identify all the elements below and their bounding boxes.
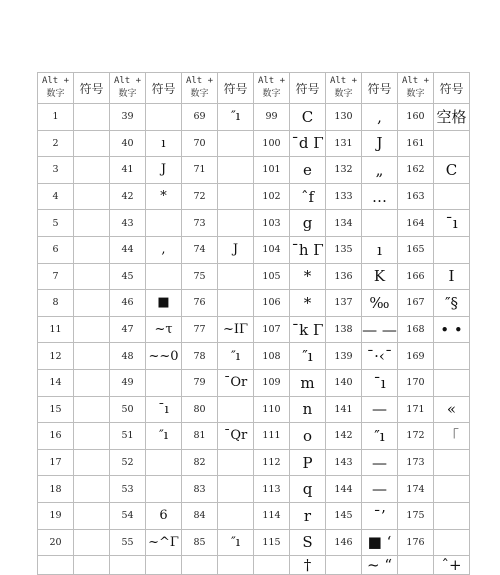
alt-code-cell: 166 [398, 263, 434, 290]
alt-code-cell: 7 [38, 263, 74, 290]
symbol-cell [146, 449, 182, 476]
table-row [38, 130, 470, 157]
alt-code-cell: 82 [182, 449, 218, 476]
alt-code-cell: 99 [254, 104, 290, 131]
alt-code-cell: 83 [182, 476, 218, 503]
symbol-cell [434, 369, 470, 396]
alt-code-cell: 76 [182, 290, 218, 317]
alt-code-cell: 113 [254, 476, 290, 503]
alt-code-cell: 143 [326, 449, 362, 476]
alt-code-cell: 53 [110, 476, 146, 503]
symbol-cell: e [290, 157, 326, 184]
alt-code-header: Alt + 数字 [110, 73, 146, 104]
symbol-cell: ‰ [362, 290, 398, 317]
symbol-cell [218, 476, 254, 503]
symbol-cell: • • [434, 316, 470, 343]
symbol-cell [74, 529, 110, 556]
table-row [38, 290, 470, 317]
alt-code-cell: 112 [254, 449, 290, 476]
table-row [38, 396, 470, 423]
alt-code-cell: 176 [398, 529, 434, 556]
alt-code-cell: 165 [398, 236, 434, 263]
symbol-cell: ■ ‘ [362, 529, 398, 556]
alt-code-cell: 54 [110, 502, 146, 529]
alt-code-cell: 114 [254, 502, 290, 529]
symbol-cell: K [362, 263, 398, 290]
symbol-cell [218, 556, 254, 575]
symbol-cell [74, 502, 110, 529]
alt-code-cell: 168 [398, 316, 434, 343]
symbol-cell [146, 369, 182, 396]
alt-code-cell: 40 [110, 130, 146, 157]
symbol-cell [74, 396, 110, 423]
alt-code-header: Alt + 数字 [398, 73, 434, 104]
alt-code-cell: 108 [254, 343, 290, 370]
alt-code-cell: 146 [326, 529, 362, 556]
alt-code-cell: 18 [38, 476, 74, 503]
alt-code-cell: 137 [326, 290, 362, 317]
symbol-cell [74, 449, 110, 476]
symbol-cell [74, 343, 110, 370]
table-row [38, 502, 470, 529]
symbol-cell: … [362, 183, 398, 210]
table-row [38, 104, 470, 131]
table-row [38, 449, 470, 476]
alt-code-cell: 52 [110, 449, 146, 476]
symbol-cell: ~τ [146, 316, 182, 343]
alt-code-cell: 173 [398, 449, 434, 476]
alt-code-cell: 104 [254, 236, 290, 263]
table-row [38, 263, 470, 290]
symbol-cell: ¯ı [434, 210, 470, 237]
alt-code-cell [254, 556, 290, 575]
symbol-cell: Ј [362, 130, 398, 157]
symbol-cell: 6 [146, 502, 182, 529]
alt-code-cell: 85 [182, 529, 218, 556]
symbol-cell: ¯Or [218, 369, 254, 396]
symbol-cell [74, 236, 110, 263]
symbol-cell [74, 316, 110, 343]
alt-code-cell: 169 [398, 343, 434, 370]
alt-code-cell: 100 [254, 130, 290, 157]
alt-code-cell: 172 [398, 423, 434, 450]
table-row [38, 476, 470, 503]
alt-code-cell: 15 [38, 396, 74, 423]
alt-code-cell: 8 [38, 290, 74, 317]
symbol-cell: J [218, 236, 254, 263]
alt-code-cell: 175 [398, 502, 434, 529]
symbol-cell: q [290, 476, 326, 503]
alt-code-cell: 141 [326, 396, 362, 423]
symbol-cell [434, 476, 470, 503]
alt-code-header: Alt + 数字 [38, 73, 74, 104]
alt-code-cell: 167 [398, 290, 434, 317]
symbol-cell: † [290, 556, 326, 575]
table-row [38, 343, 470, 370]
symbol-cell [434, 236, 470, 263]
symbol-cell: ı [362, 236, 398, 263]
symbol-header: 符号 [290, 73, 326, 104]
alt-code-cell: 174 [398, 476, 434, 503]
alt-code-cell: 162 [398, 157, 434, 184]
alt-code-cell: 49 [110, 369, 146, 396]
symbol-cell [146, 104, 182, 131]
symbol-cell [146, 263, 182, 290]
symbol-cell: ″ı [146, 423, 182, 450]
alt-code-cell: 73 [182, 210, 218, 237]
alt-code-cell: 130 [326, 104, 362, 131]
symbol-cell [218, 263, 254, 290]
symbol-cell: — — [362, 316, 398, 343]
alt-code-cell: 136 [326, 263, 362, 290]
symbol-cell [74, 556, 110, 575]
alt-code-cell: 131 [326, 130, 362, 157]
alt-code-cell: 46 [110, 290, 146, 317]
alt-code-cell: 51 [110, 423, 146, 450]
alt-code-table [37, 72, 470, 575]
alt-code-cell: 164 [398, 210, 434, 237]
alt-code-cell: 4 [38, 183, 74, 210]
alt-code-cell: 160 [398, 104, 434, 131]
symbol-cell: ~~0 [146, 343, 182, 370]
alt-code-cell: 72 [182, 183, 218, 210]
symbol-cell: C [290, 104, 326, 131]
symbol-cell: ˆf [290, 183, 326, 210]
symbol-cell [74, 157, 110, 184]
alt-code-cell: 70 [182, 130, 218, 157]
symbol-cell [74, 130, 110, 157]
symbol-cell: ¯Qr [218, 423, 254, 450]
alt-code-cell: 43 [110, 210, 146, 237]
symbol-cell: m [290, 369, 326, 396]
symbol-cell: ″ı [218, 529, 254, 556]
symbol-cell [218, 290, 254, 317]
symbol-cell [434, 529, 470, 556]
symbol-header: 符号 [146, 73, 182, 104]
alt-code-cell: 145 [326, 502, 362, 529]
alt-code-cell: 39 [110, 104, 146, 131]
symbol-cell: ″ı [290, 343, 326, 370]
alt-code-cell: 47 [110, 316, 146, 343]
symbol-cell: , [146, 236, 182, 263]
symbol-cell: ″ı [218, 104, 254, 131]
alt-code-cell: 106 [254, 290, 290, 317]
alt-code-cell [38, 556, 74, 575]
alt-code-cell: 103 [254, 210, 290, 237]
alt-code-cell: 138 [326, 316, 362, 343]
alt-code-cell: 2 [38, 130, 74, 157]
symbol-cell: ı [146, 130, 182, 157]
symbol-cell: * [146, 183, 182, 210]
alt-code-cell: 77 [182, 316, 218, 343]
symbol-cell [434, 502, 470, 529]
alt-code-cell: 105 [254, 263, 290, 290]
alt-code-cell: 171 [398, 396, 434, 423]
alt-code-cell: 170 [398, 369, 434, 396]
alt-code-cell: 111 [254, 423, 290, 450]
symbol-cell [434, 449, 470, 476]
symbol-cell: ~ “ [362, 556, 398, 575]
table-row [38, 236, 470, 263]
alt-code-sheet [37, 72, 470, 575]
symbol-cell: ~IΓ [218, 316, 254, 343]
alt-code-cell: 81 [182, 423, 218, 450]
alt-code-cell: 132 [326, 157, 362, 184]
symbol-cell [74, 263, 110, 290]
symbol-cell [218, 396, 254, 423]
alt-code-cell: 109 [254, 369, 290, 396]
alt-code-cell: 110 [254, 396, 290, 423]
alt-code-cell [326, 556, 362, 575]
alt-code-cell: 163 [398, 183, 434, 210]
symbol-cell: ¯ı [146, 396, 182, 423]
alt-code-cell: 79 [182, 369, 218, 396]
symbol-cell: 「 [434, 423, 470, 450]
alt-code-cell: 5 [38, 210, 74, 237]
alt-code-cell: 6 [38, 236, 74, 263]
symbol-cell [218, 449, 254, 476]
symbol-cell: — [362, 396, 398, 423]
alt-code-cell: 50 [110, 396, 146, 423]
table-row [38, 556, 470, 575]
symbol-cell: C [434, 157, 470, 184]
symbol-cell: g [290, 210, 326, 237]
symbol-cell: — [362, 449, 398, 476]
alt-code-cell: 44 [110, 236, 146, 263]
symbol-cell [146, 210, 182, 237]
symbol-cell: ˆ+ [434, 556, 470, 575]
alt-code-cell: 45 [110, 263, 146, 290]
alt-code-cell: 42 [110, 183, 146, 210]
alt-code-cell: 75 [182, 263, 218, 290]
symbol-cell [434, 130, 470, 157]
symbol-cell: * [290, 290, 326, 317]
symbol-cell: Ј [146, 157, 182, 184]
alt-code-cell: 80 [182, 396, 218, 423]
alt-code-cell: 19 [38, 502, 74, 529]
alt-code-cell: 144 [326, 476, 362, 503]
table-row [38, 157, 470, 184]
symbol-cell [74, 104, 110, 131]
symbol-cell [434, 183, 470, 210]
alt-code-cell: 14 [38, 369, 74, 396]
alt-code-header: Alt + 数字 [182, 73, 218, 104]
symbol-cell: ~^Γ [146, 529, 182, 556]
symbol-header: 符号 [218, 73, 254, 104]
symbol-cell: P [290, 449, 326, 476]
table-body [38, 104, 470, 575]
alt-code-cell: 133 [326, 183, 362, 210]
symbol-cell: n [290, 396, 326, 423]
symbol-cell: ″§ [434, 290, 470, 317]
alt-code-cell: 17 [38, 449, 74, 476]
alt-code-cell: 78 [182, 343, 218, 370]
alt-code-cell: 48 [110, 343, 146, 370]
alt-code-cell: 1 [38, 104, 74, 131]
alt-code-cell: 107 [254, 316, 290, 343]
alt-code-cell: 12 [38, 343, 74, 370]
symbol-cell [74, 183, 110, 210]
symbol-cell: ¯ı [362, 369, 398, 396]
symbol-cell: ¯·‹¯ [362, 343, 398, 370]
alt-code-cell: 139 [326, 343, 362, 370]
alt-code-cell: 11 [38, 316, 74, 343]
symbol-cell: S [290, 529, 326, 556]
alt-code-cell: 41 [110, 157, 146, 184]
symbol-cell: o [290, 423, 326, 450]
symbol-cell: ¯h Γ [290, 236, 326, 263]
symbol-cell [362, 210, 398, 237]
symbol-cell [434, 343, 470, 370]
symbol-cell [146, 556, 182, 575]
symbol-cell: r [290, 502, 326, 529]
alt-code-header: Alt + 数字 [326, 73, 362, 104]
table-row [38, 183, 470, 210]
symbol-cell: I [434, 263, 470, 290]
alt-code-cell [182, 556, 218, 575]
symbol-cell: — [362, 476, 398, 503]
symbol-cell [74, 290, 110, 317]
alt-code-cell: 55 [110, 529, 146, 556]
symbol-cell [74, 476, 110, 503]
alt-code-cell: 134 [326, 210, 362, 237]
table-header-row [38, 73, 470, 104]
alt-code-cell: 161 [398, 130, 434, 157]
symbol-cell: 空格 [434, 104, 470, 131]
alt-code-cell: 16 [38, 423, 74, 450]
alt-code-cell: 20 [38, 529, 74, 556]
table-row [38, 210, 470, 237]
alt-code-cell: 69 [182, 104, 218, 131]
symbol-cell: ¯d Γ [290, 130, 326, 157]
alt-code-cell: 3 [38, 157, 74, 184]
symbol-cell [218, 157, 254, 184]
symbol-cell: ■ [146, 290, 182, 317]
symbol-cell [146, 476, 182, 503]
symbol-header: 符号 [74, 73, 110, 104]
symbol-cell: ¯’ [362, 502, 398, 529]
symbol-cell [218, 130, 254, 157]
symbol-cell: „ [362, 157, 398, 184]
alt-code-cell: 84 [182, 502, 218, 529]
alt-code-cell: 74 [182, 236, 218, 263]
symbol-cell: ¯k Γ [290, 316, 326, 343]
table-row [38, 529, 470, 556]
symbol-cell: , [362, 104, 398, 131]
alt-code-cell [398, 556, 434, 575]
symbol-cell [218, 183, 254, 210]
symbol-cell [218, 502, 254, 529]
symbol-cell: * [290, 263, 326, 290]
symbol-cell: ″ı [362, 423, 398, 450]
symbol-cell: « [434, 396, 470, 423]
alt-code-cell: 101 [254, 157, 290, 184]
table-row [38, 316, 470, 343]
alt-code-cell: 115 [254, 529, 290, 556]
symbol-cell [74, 210, 110, 237]
alt-code-header: Alt + 数字 [254, 73, 290, 104]
symbol-cell [218, 210, 254, 237]
alt-code-cell: 142 [326, 423, 362, 450]
symbol-header: 符号 [434, 73, 470, 104]
symbol-cell [74, 423, 110, 450]
table-row [38, 423, 470, 450]
alt-code-cell: 71 [182, 157, 218, 184]
symbol-cell [74, 369, 110, 396]
alt-code-cell: 135 [326, 236, 362, 263]
table-row [38, 369, 470, 396]
symbol-header: 符号 [362, 73, 398, 104]
alt-code-cell [110, 556, 146, 575]
symbol-cell: ″ı [218, 343, 254, 370]
alt-code-cell: 140 [326, 369, 362, 396]
alt-code-cell: 102 [254, 183, 290, 210]
